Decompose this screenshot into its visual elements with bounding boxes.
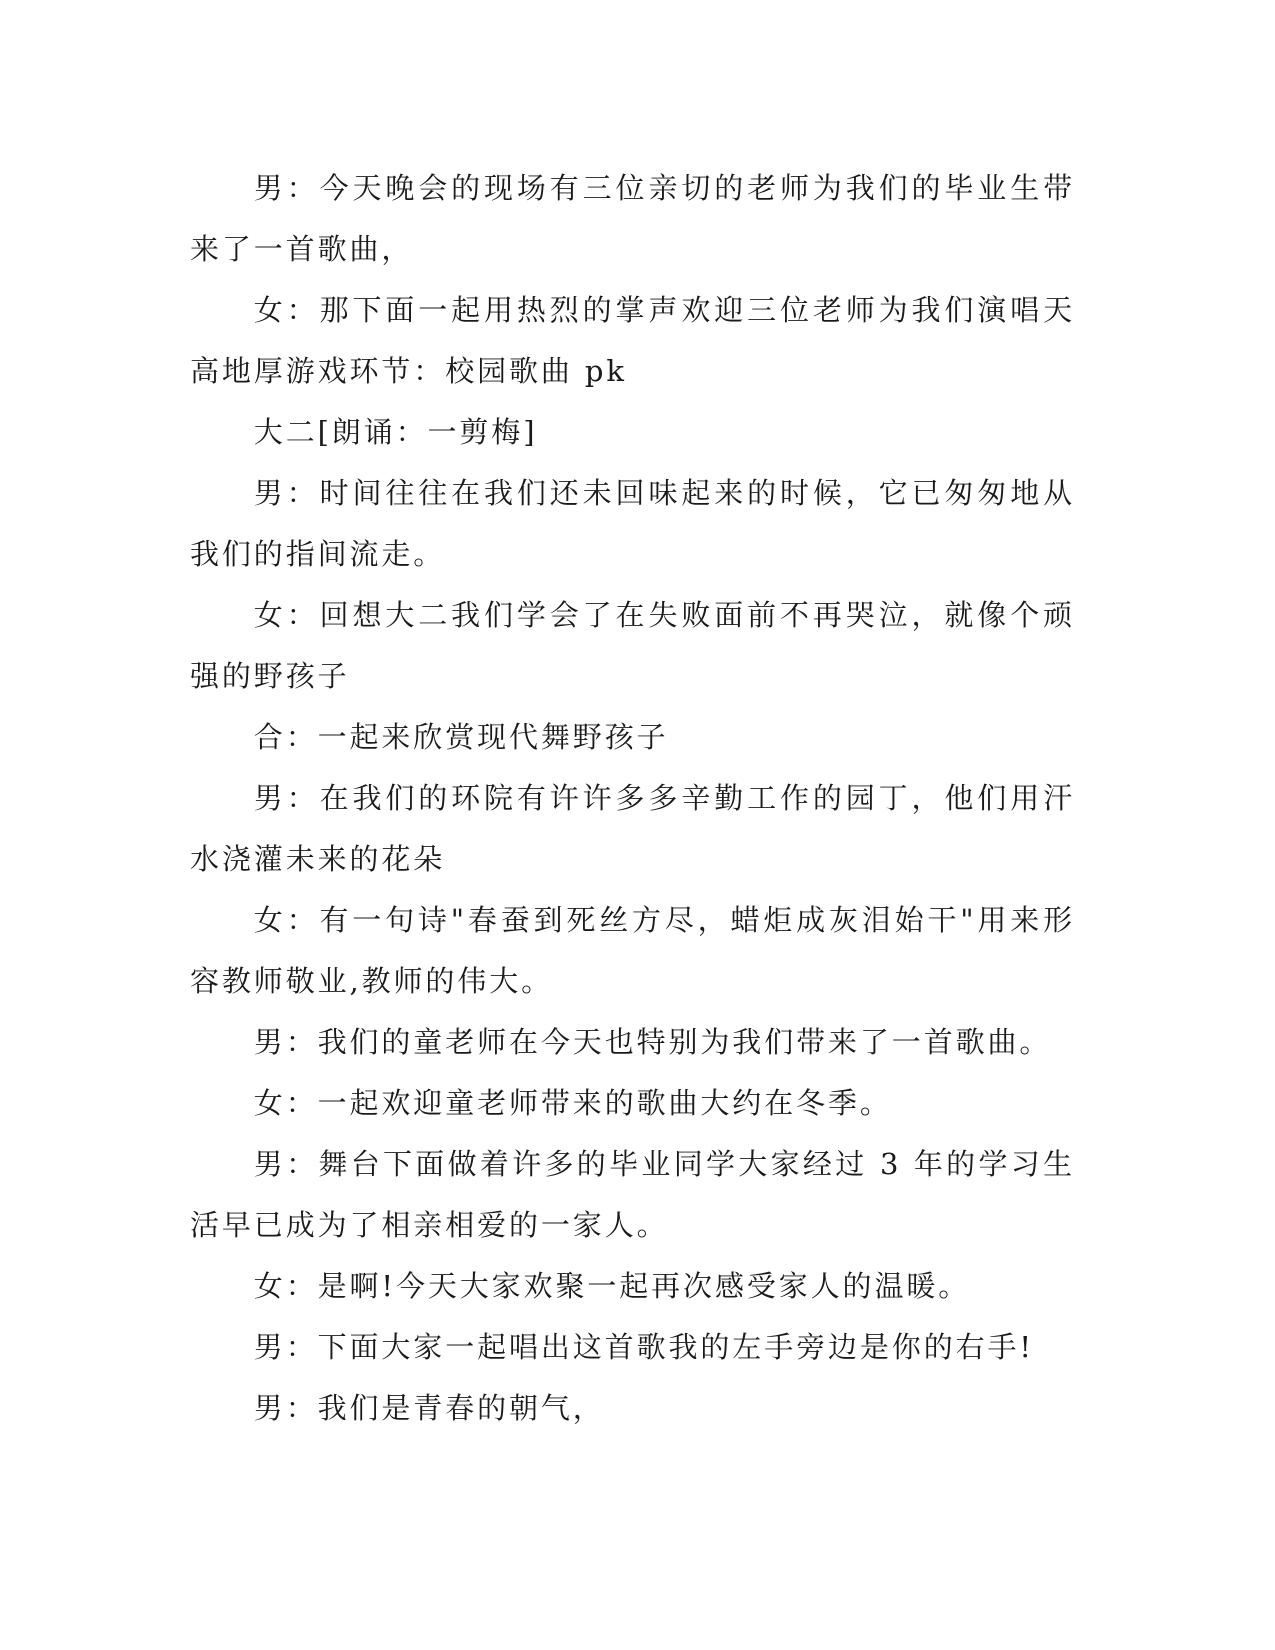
- paragraph: 大二[朗诵：一剪梅]: [253, 415, 538, 449]
- paragraph: 女：是啊!今天大家欢聚一起再次感受家人的温暖。: [253, 1269, 971, 1303]
- paragraph: 女：有一句诗"春蚕到死丝方尽，蜡炬成灰泪始干"用来形容教师敬业,教师的伟大。: [190, 903, 1075, 998]
- paragraph: 男：我们的童老师在今天也特别为我们带来了一首歌曲。: [253, 1025, 1052, 1059]
- paragraph: 女：一起欢迎童老师带来的歌曲大约在冬季。: [253, 1086, 892, 1120]
- paragraph: 男：在我们的环院有许许多多辛勤工作的园丁，他们用汗水浇灌未来的花朵: [190, 781, 1075, 876]
- paragraph: 女：回想大二我们学会了在失败面前不再哭泣，就像个顽强的野孩子: [190, 598, 1075, 693]
- document-body: [190, 158, 1075, 1439]
- paragraph: 男：舞台下面做着许多的毕业同学大家经过 3 年的学习生活早已成为了相亲相爱的一家人。: [190, 1147, 1075, 1242]
- paragraph: 男：我们是青春的朝气，: [253, 1391, 605, 1425]
- paragraph: 女：那下面一起用热烈的掌声欢迎三位老师为我们演唱天高地厚游戏环节：校园歌曲 pk: [190, 293, 1075, 388]
- paragraph: 男：时间往往在我们还未回味起来的时候，它已匆匆地从我们的指间流走。: [190, 476, 1075, 571]
- paragraph: 男：今天晚会的现场有三位亲切的老师为我们的毕业生带来了一首歌曲，: [190, 171, 1075, 266]
- paragraph: 男：下面大家一起唱出这首歌我的左手旁边是你的右手!: [253, 1330, 1034, 1364]
- paragraph: 合：一起来欣赏现代舞野孩子: [253, 720, 669, 754]
